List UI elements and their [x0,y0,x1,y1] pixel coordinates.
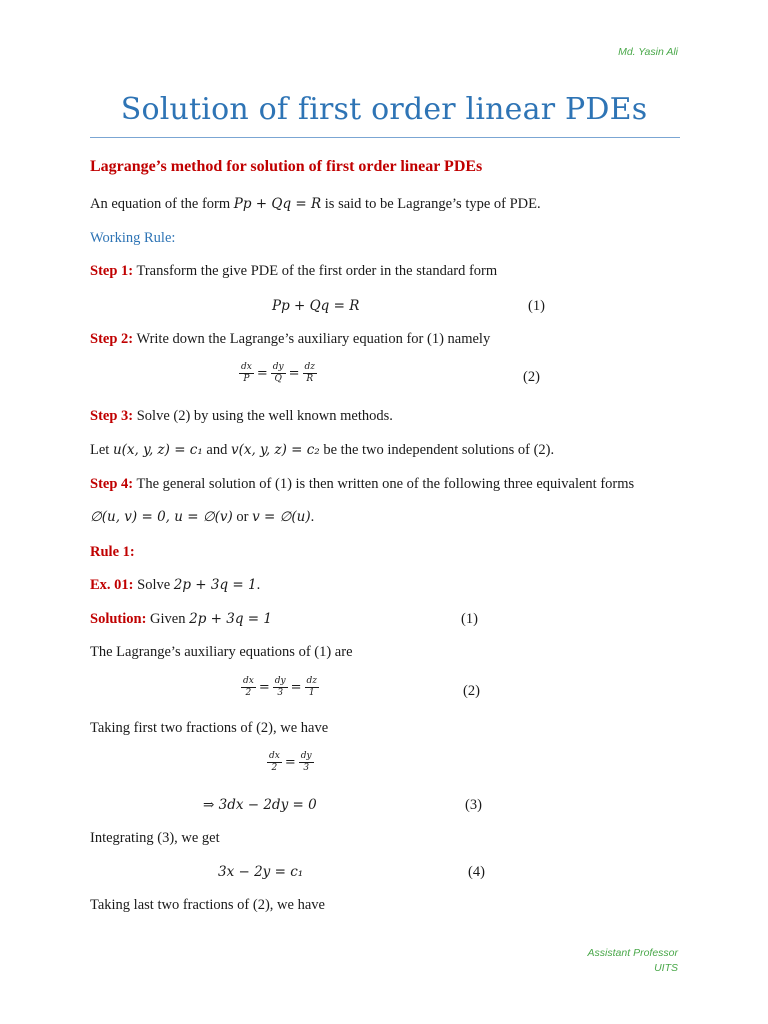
forms-math-2: v = ∅(u) [252,509,311,525]
solution-u-math: u(x, y, z) = c₁ [112,442,203,458]
step2-label: Step 2: [90,331,134,347]
example-label: Ex. 01: [90,577,134,593]
step2-equation: $\frac{dx}{P}$ = $\frac{dy}{Q}$ = $\frac{dz}{R}$ [241,362,316,384]
solution-v-math: v(x, y, z) = c₂ [230,442,320,458]
solution-math: 2p + 3q = 1 [189,611,272,627]
footer-position: Assistant Professor [587,947,678,959]
fraction: $\frac{dy}{3}$ [300,751,312,773]
fraction: $\frac{dz}{1}$ [306,676,318,698]
example-math: 2p + 3q = 1 [173,577,257,593]
step3-text: Solve (2) by using the well known methods. [133,408,393,424]
equivalent-forms-line: ∅(u, v) = 0, u = ∅(v) or v = ∅(u). [90,509,315,525]
first-two-equation: $\frac{dx}{2}$ = $\frac{dy}{3}$ [269,751,312,773]
step1-label: Step 1: [90,263,134,279]
fraction: $\frac{dz}{R}$ [304,362,316,384]
first-two-line: Taking first two fractions of (2), we have [90,720,329,736]
fraction: $\frac{dy}{Q}$ [272,362,284,384]
step4-label: Step 4: [90,476,134,492]
fraction: $\frac{dy}{3}$ [274,676,286,698]
step2-text: Write down the Lagrange’s auxiliary equation for (1) namely [133,331,491,347]
page-title: Solution of first order linear PDEs [120,92,648,127]
integrating-line: Integrating (3), we get [90,830,220,846]
step2-eq-number: (2) [523,369,540,385]
footer-affiliation [588,946,678,976]
step4-line [90,476,634,493]
step4-text: The general solution of (1) is then written one of the following three equivalent forms [133,476,635,492]
result-eq-number: (4) [468,864,485,880]
footer-institution: UITS [654,962,678,974]
step1-equation: Pp + Qq = R [272,298,360,314]
fraction: $\frac{dx}{P}$ [241,362,252,384]
step3-line [90,408,393,425]
let-line: Let u(x, y, z) = c₁ and v(x, y, z) = c₂ be the two independent solutions of (2). [90,442,555,458]
aux-line: The Lagrange’s auxiliary equations of (1) are [90,644,353,660]
result-equation: 3x − 2y = c₁ [218,864,304,880]
section-heading: Lagrange’s method for solution of first order linear PDEs [90,158,483,175]
fraction: $\frac{dx}{2}$ [269,751,280,773]
aux-eq-number: (2) [463,683,480,699]
rule1-label: Rule 1: [90,544,135,560]
solution-eq-number: (1) [461,611,478,627]
implies-eq-number: (3) [465,797,482,813]
author-name: Md. Yasin Ali [618,46,678,58]
fraction: $\frac{dx}{2}$ [243,676,254,698]
intro-paragraph [90,196,541,213]
implies-equation: ⇒ 3dx − 2dy = 0 [203,797,317,813]
forms-math-1: ∅(u, v) = 0, u = ∅(v) [90,509,233,525]
intro-text-before: An equation of the form [90,196,234,212]
intro-text-after: is said to be Lagrange’s type of PDE. [321,196,541,212]
solution-label: Solution: [90,611,147,627]
aux-equation: $\frac{dx}{2}$ = $\frac{dy}{3}$ = $\frac{dz}{1}$ [243,676,318,698]
step1-text: Transform the give PDE of the first order in the standard form [133,263,498,279]
step3-label: Step 3: [90,408,134,424]
intro-math: Pp + Qq = R [233,196,322,212]
last-two-line: Taking last two fractions of (2), we have [90,897,325,913]
step2-line [90,331,490,348]
working-rule-label: Working Rule: [90,230,176,246]
step1-eq-number: (1) [528,298,545,314]
example-line: Ex. 01: Solve 2p + 3q = 1. [90,577,261,593]
title-underline [90,137,680,138]
step1-line [90,263,497,280]
solution-line: Solution: Given 2p + 3q = 1 [90,611,272,627]
